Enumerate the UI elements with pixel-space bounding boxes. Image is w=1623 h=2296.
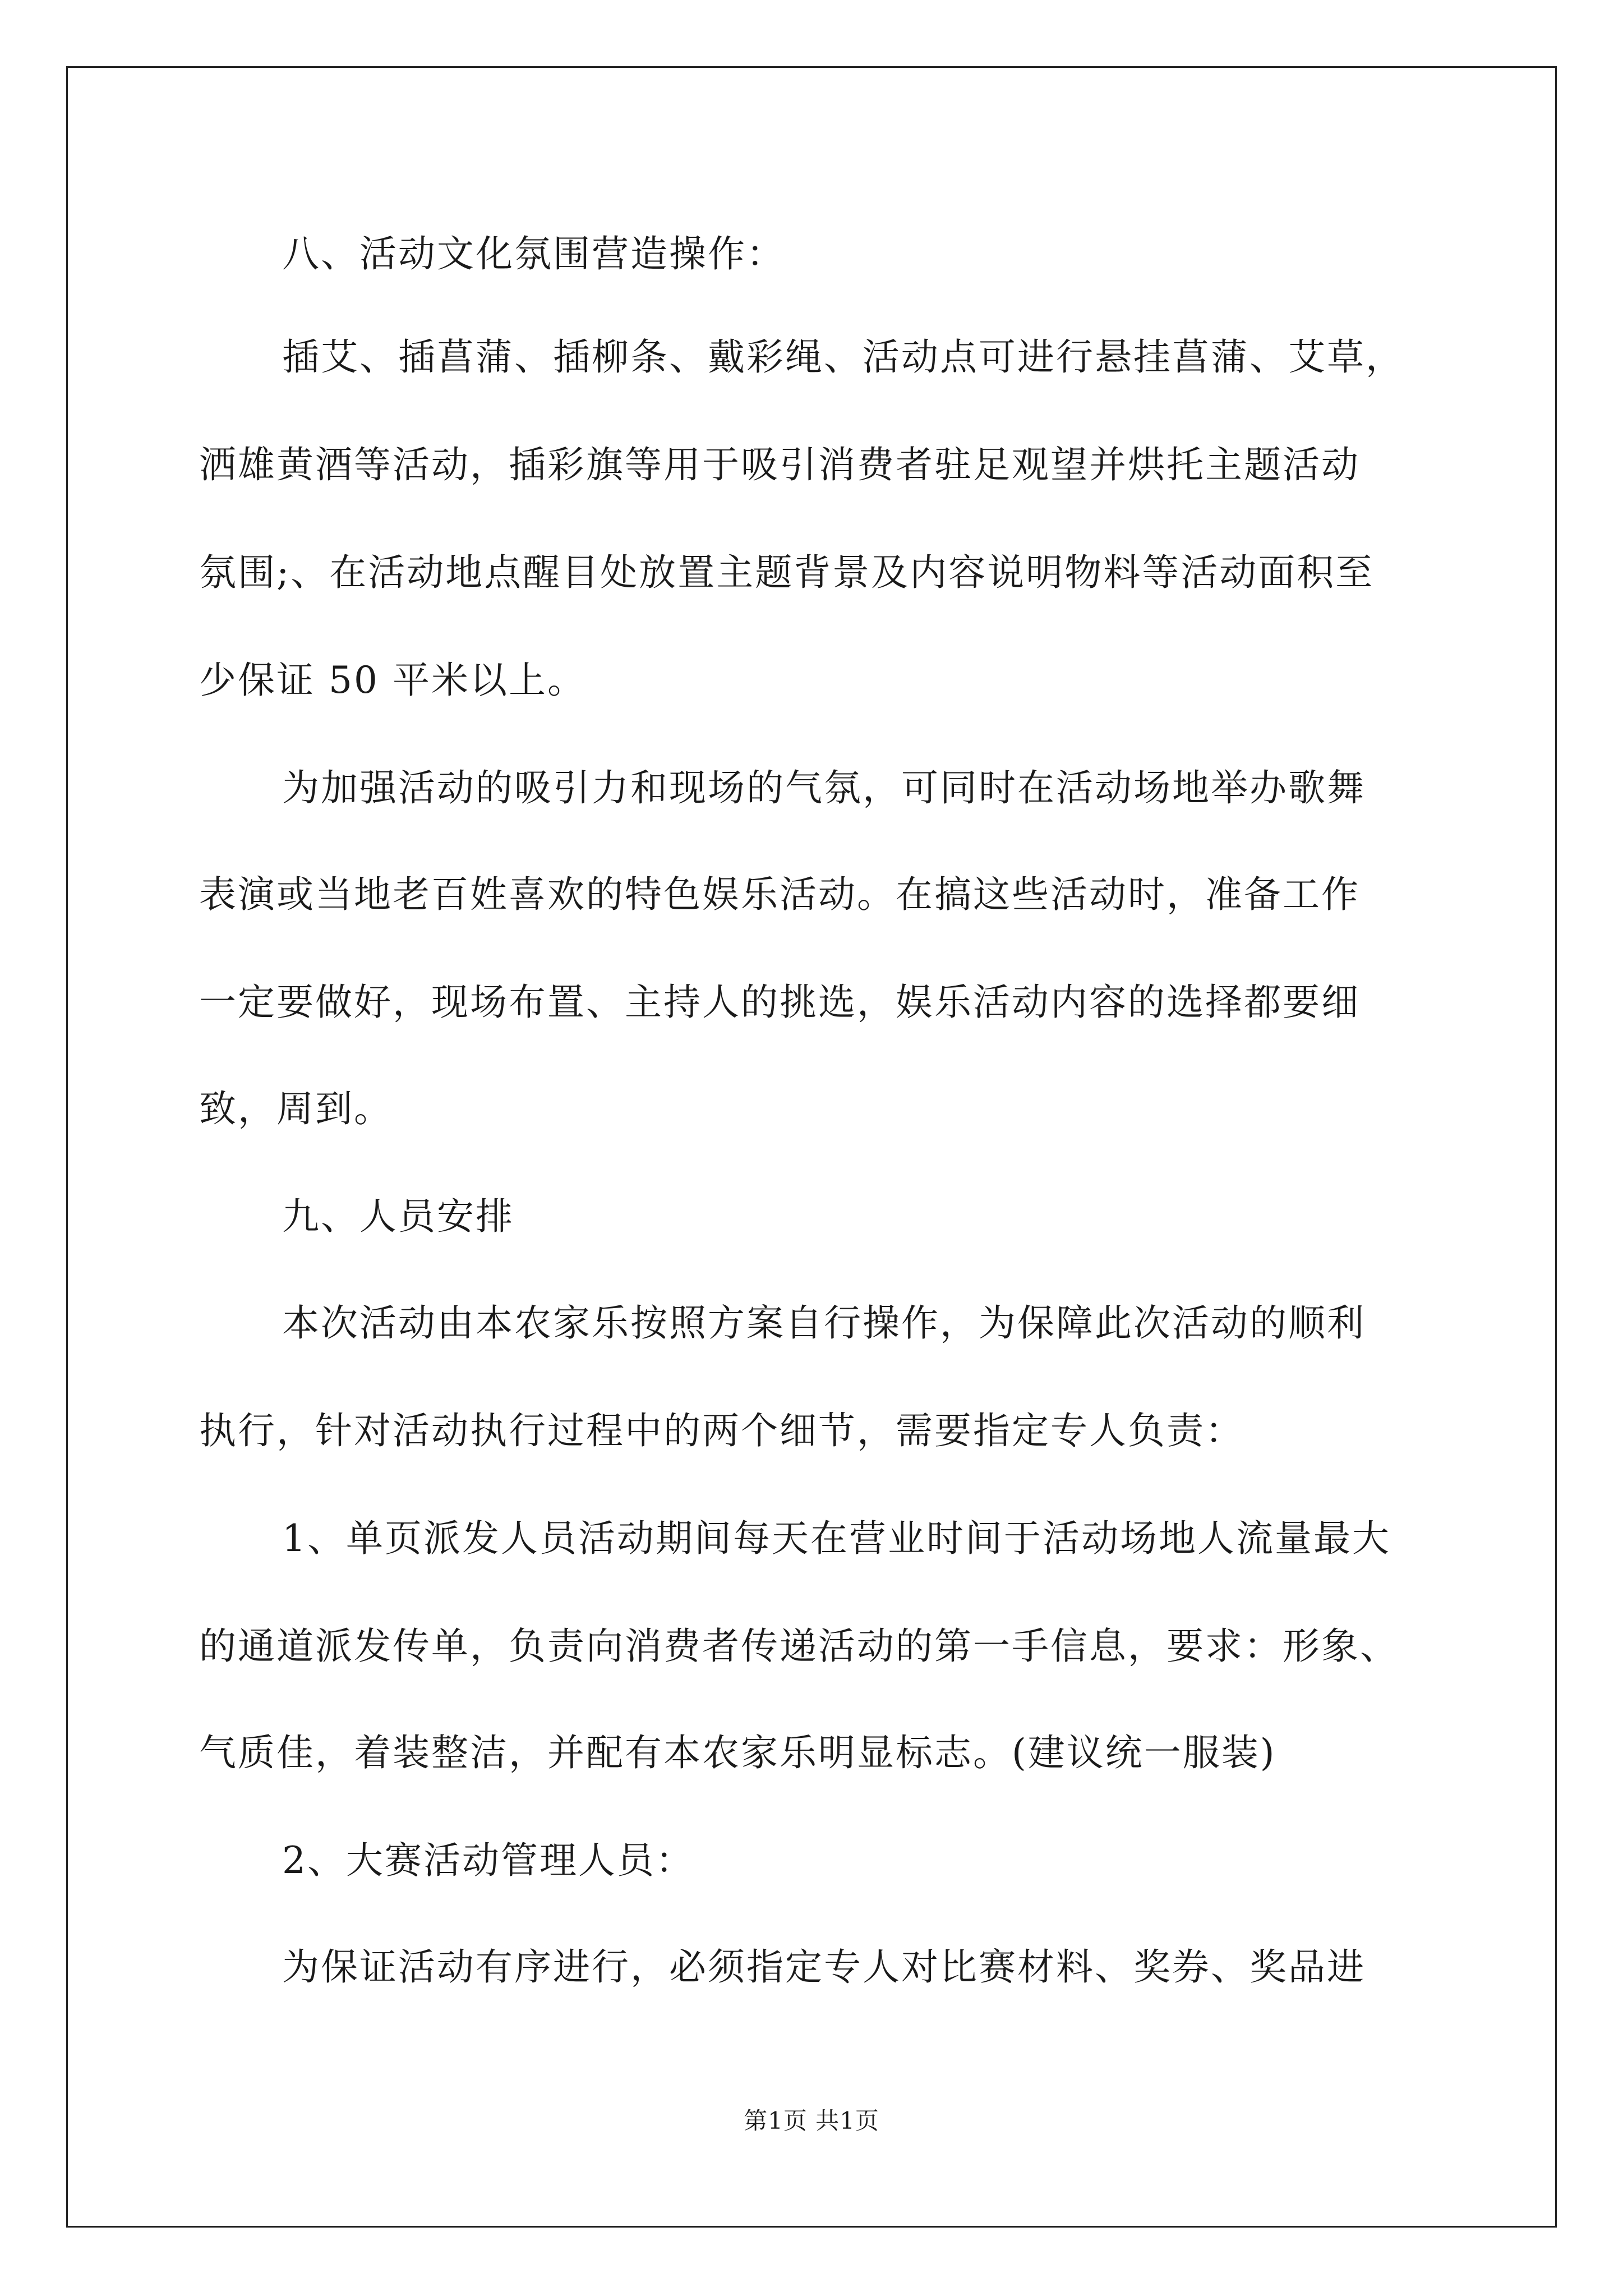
paragraph-line: 氛围;、在活动地点醒目处放置主题背景及内容说明物料等活动面积至 (199, 551, 1375, 594)
paragraph-line: 1、单页派发人员活动期间每天在营业时间于活动场地人流量最大 (282, 1517, 1391, 1560)
paragraph-line: 2、大赛活动管理人员： (282, 1839, 694, 1882)
heading-section-9: 九、人员安排 (282, 1195, 514, 1238)
paragraph-line: 执行，针对活动执行过程中的两个细节，需要指定专人负责： (199, 1409, 1244, 1452)
page-footer: 第1页 共1页 (744, 2107, 879, 2134)
paragraph-line: 一定要做好，现场布置、主持人的挑选，娱乐活动内容的选择都要细 (199, 981, 1360, 1024)
heading-section-8: 八、活动文化氛围营造操作： (282, 232, 785, 275)
paragraph-line: 为加强活动的吸引力和现场的气氛，可同时在活动场地举办歌舞 (282, 766, 1366, 809)
paragraph-line: 插艾、插菖蒲、插柳条、戴彩绳、活动点可进行悬挂菖蒲、艾草， (282, 335, 1404, 379)
paragraph-line: 洒雄黄酒等活动，插彩旗等用于吸引消费者驻足观望并烘托主题活动 (199, 443, 1360, 486)
paragraph-line: 表演或当地老百姓喜欢的特色娱乐活动。在搞这些活动时，准备工作 (199, 873, 1360, 916)
page-border (66, 66, 1557, 2228)
paragraph-line: 少保证 50 平米以上。 (199, 659, 586, 702)
paragraph-line: 本次活动由本农家乐按照方案自行操作，为保障此次活动的顺利 (282, 1301, 1366, 1345)
paragraph-line: 的通道派发传单，负责向消费者传递活动的第一手信息，要求：形象、 (199, 1625, 1399, 1668)
paragraph-line: 致，周到。 (199, 1087, 393, 1130)
paragraph-line: 为保证活动有序进行，必须指定专人对比赛材料、奖券、奖品进 (282, 1945, 1366, 1989)
paragraph-line: 气质佳，着装整洁，并配有本农家乐明显标志。(建议统一服装) (199, 1731, 1276, 1774)
